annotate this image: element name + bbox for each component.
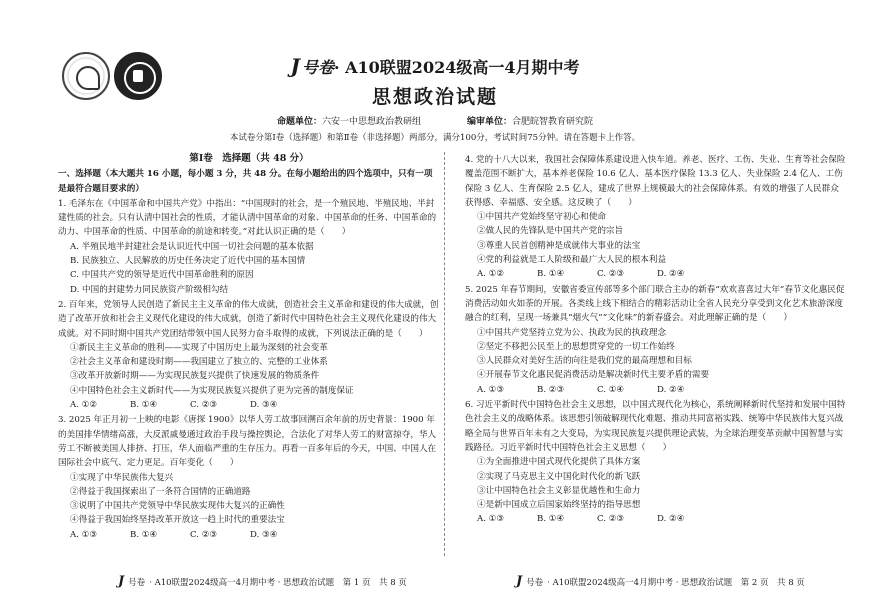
choice-a: A. ①②: [477, 269, 505, 280]
exam-units: [0, 114, 870, 127]
statement-3: ③说明了中国共产党领导中华民族实现伟大复兴的正确性: [70, 501, 285, 512]
statement-1: ①为全面推进中国式现代化提供了具体方案: [477, 457, 641, 468]
footer-logo-icon: J: [516, 574, 523, 589]
exam-name: · A10联盟2024级高一4月期中考: [333, 58, 580, 77]
option-a: A. 半殖民地半封建社会是认识近代中国一切社会问题的基本依据: [70, 241, 314, 252]
brand-logo-icon: J: [290, 54, 300, 78]
choice-b: B. ②③: [537, 384, 565, 395]
question-stem: 1. 毛泽东在《中国革命和中国共产党》中指出：“中国现时的社会，是一个殖民地、半殖民地、半封建性质的社会。只有认清中国社会的性质，才能认清中国革命的对象、中国革命的任务、中国革命的动力、中国革命的性质、中国革命的前途和转变。”对此认识正确的是（ ）: [58, 198, 437, 238]
question-1: [58, 197, 440, 297]
choice-d: D. ②④: [657, 384, 685, 395]
choice-d: D. ②④: [657, 269, 685, 280]
question-stem: 5. 2025 年春节期间，安徽省委宣传部等多个部门联合主办的新春“欢欢喜喜过大年”春节文化惠民促消费活动如火如荼的开展。各类线上线下相结合的精彩活动让全省人民充分享受到文化艺术旅游深度融合的红利，呈现一场兼具“烟火气”“文化味”的新春盛会。对此理解正确的是（ ）: [465, 284, 845, 324]
statement-1: ①实现了中华民族伟大复兴: [70, 472, 174, 483]
choice-a: A. ①③: [70, 529, 98, 540]
answer-choices: [465, 383, 847, 397]
statement-4: ④党的利益就是工人阶级和最广大人民的根本利益: [477, 255, 667, 266]
footer-page-info: · A10联盟2024级高一4月期中考 · 思想政治试题 第 1 页 共 8 页: [149, 577, 407, 588]
statement-2: ②坚定不移把公民至上的思想贯穿党的一切工作始终: [477, 341, 675, 352]
statement-4: ④是新中国成立后国家始终坚持的指导思想: [477, 500, 641, 511]
option-b: B. 民族独立、人民解放的历史任务决定了近代中国的基本国情: [70, 256, 306, 267]
page-footer-right: [516, 574, 805, 589]
right-column: [465, 152, 847, 527]
statement-2: ②做人民的先锋队是中国共产党的宗旨: [477, 226, 624, 237]
choice-c: C. ②③: [190, 400, 218, 411]
footer-brand: 号卷: [128, 577, 146, 588]
statement-3: ③让中国特色社会主义彰显优越性和生命力: [477, 485, 641, 496]
statement-4: ④中国特色社会主义新时代——为实现民族复兴提供了更为完善的制度保证: [70, 385, 354, 396]
statement-2: ②得益于我国探索出了一条符合国情的正确道路: [70, 486, 251, 497]
exam-instructions: 本试卷分第Ⅰ卷（选择题）和第Ⅱ卷（非选择题）两部分，满分100分，考试时间75分钟。请在答题卡上作答。: [229, 133, 641, 143]
left-column: [58, 152, 440, 542]
page-footer-left: [118, 574, 407, 589]
choice-b: B. ①④: [537, 514, 565, 525]
statement-4: ④开展春节文化惠民促消费活动是解决新时代主要矛盾的需要: [477, 370, 710, 381]
question-6: [465, 398, 847, 527]
answer-choices: [58, 528, 440, 542]
section-intro: 一、选择题（本大题共 16 小题，每小题 3 分，共 48 分。在每小题给出的四个选项中，只有一项是最符合题目要求的）: [58, 169, 433, 194]
question-stem: 3. 2025 年正月初一上映的电影《唐探 1900》以华人劳工故事回溯百余年前的历史背景：1900 年的美国排华情绪高涨，大反派戚曼通过政治手段与操控舆论，合法化了对华人劳工的财富掠夺，华人劳工不断被美国人排挤、打压，华人面临严重的生存压力。再看一百多年后的今天，中国、中国人在国际社会中底气、定力更足。百年变化（ ）: [58, 415, 437, 469]
choice-a: A. ①②: [70, 400, 98, 411]
statement-3: ③尊重人民首创精神是成就伟大事业的法宝: [477, 240, 641, 251]
choice-c: C. ②③: [597, 269, 625, 280]
question-5: [465, 283, 847, 397]
choice-c: C. ②③: [190, 529, 218, 540]
statement-1: ①新民主主义革命的胜利——实现了中国历史上最为深刻的社会变革: [70, 342, 328, 353]
choice-b: B. ①④: [537, 269, 565, 280]
exam-brand: [0, 54, 870, 78]
brand-name: 号卷: [301, 58, 334, 77]
option-c: C. 中国共产党的领导是近代中国革命胜利的原因: [70, 270, 254, 281]
choice-d: D. ③④: [250, 529, 278, 540]
footer-brand: 号卷: [526, 577, 544, 588]
footer-logo-icon: J: [118, 574, 125, 589]
question-stem: 4. 党的十八大以来，我国社会保障体系建设进入快车道。养老、医疗、工伤、失业、生育等社会保险覆盖范围不断扩大，基本养老保险 10.6 亿人、基本医疗保险 13.3 亿人、失业保险 2.4 亿人、工伤保险 3 亿人、生育保险 2.5 亿人，建成了世界上规模最大的社会保障体系。有效的增强了人民群众获得感、幸福感、安全感。这反映了（ ）: [465, 155, 846, 208]
question-3: [58, 413, 440, 542]
statement-4: ④得益于我国始终坚持改革开放这一趋上时代的重要法宝: [70, 515, 285, 526]
statement-1: ①中国共产党始终坚守初心和使命: [477, 212, 606, 223]
question-2: [58, 298, 440, 412]
option-d: D. 中国的封建势力同民族资产阶级相勾结: [70, 284, 229, 295]
question-4: [465, 153, 847, 282]
statement-2: ②社会主义革命和建设时期——我国建立了独立的、完整的工业体系: [70, 357, 328, 368]
statement-1: ①中国共产党坚持立党为公、执政为民的执政理念: [477, 327, 667, 338]
choice-c: C. ②③: [597, 514, 625, 525]
choice-b: B. ①④: [130, 529, 158, 540]
answer-choices: [465, 512, 847, 526]
statement-3: ③人民群众对美好生活的向往是我们党的最高理想和目标: [477, 356, 692, 367]
question-stem: 6. 习近平新时代中国特色社会主义思想，以中国式现代化为核心，系统阐释新时代坚持和发展中国特色社会主义的战略体系。该思想引领破解现代化难题、推动共同富裕实践、统筹中华民族伟大复兴战略全局与世界百年未有之大变局，为实现民族复兴提供理论武装，为全球治理变革贡献中国智慧与实践路径。习近平新时代中国特色社会主义思想（ ）: [465, 400, 846, 453]
choice-d: D. ③④: [250, 400, 278, 411]
proposer-unit: 命题单位：六安一中思想政治教研组: [276, 117, 421, 127]
choice-d: D. ②④: [657, 514, 685, 525]
choice-a: A. ①③: [477, 384, 505, 395]
answer-choices: [465, 267, 847, 281]
footer-page-info: · A10联盟2024级高一4月期中考 · 思想政治试题 第 2 页 共 8 页: [547, 577, 805, 588]
choice-b: B. ①④: [130, 400, 158, 411]
choice-a: A. ①③: [477, 514, 505, 525]
page-title: 思想政治试题: [371, 86, 498, 108]
choice-c: C. ①④: [597, 384, 625, 395]
reviewer-unit: 编审单位：合肥皖智教育研究院: [467, 117, 594, 127]
column-divider: [444, 152, 445, 556]
question-stem: 2. 百年来，党领导人民创造了新民主主义革命的伟大成就，创造社会主义革命和建设的伟大成就，创造了改革开放和社会主义现代化建设的伟大成就，创造了新时代中国特色社会主义现代化建设的伟大成就。对不同时期中国共产党团结带领中国人民努力奋斗取得的成就，下列说法正确的是（ ）: [58, 299, 439, 339]
answer-choices: [58, 398, 440, 412]
statement-3: ③改革开放新时期——为实现民族复兴提供了快速发展的物质条件: [70, 371, 320, 382]
statement-2: ②实现了马克思主义中国化时代化的新飞跃: [477, 471, 641, 482]
section-title: 第Ⅰ卷 选择题（共 48 分）: [189, 153, 309, 164]
